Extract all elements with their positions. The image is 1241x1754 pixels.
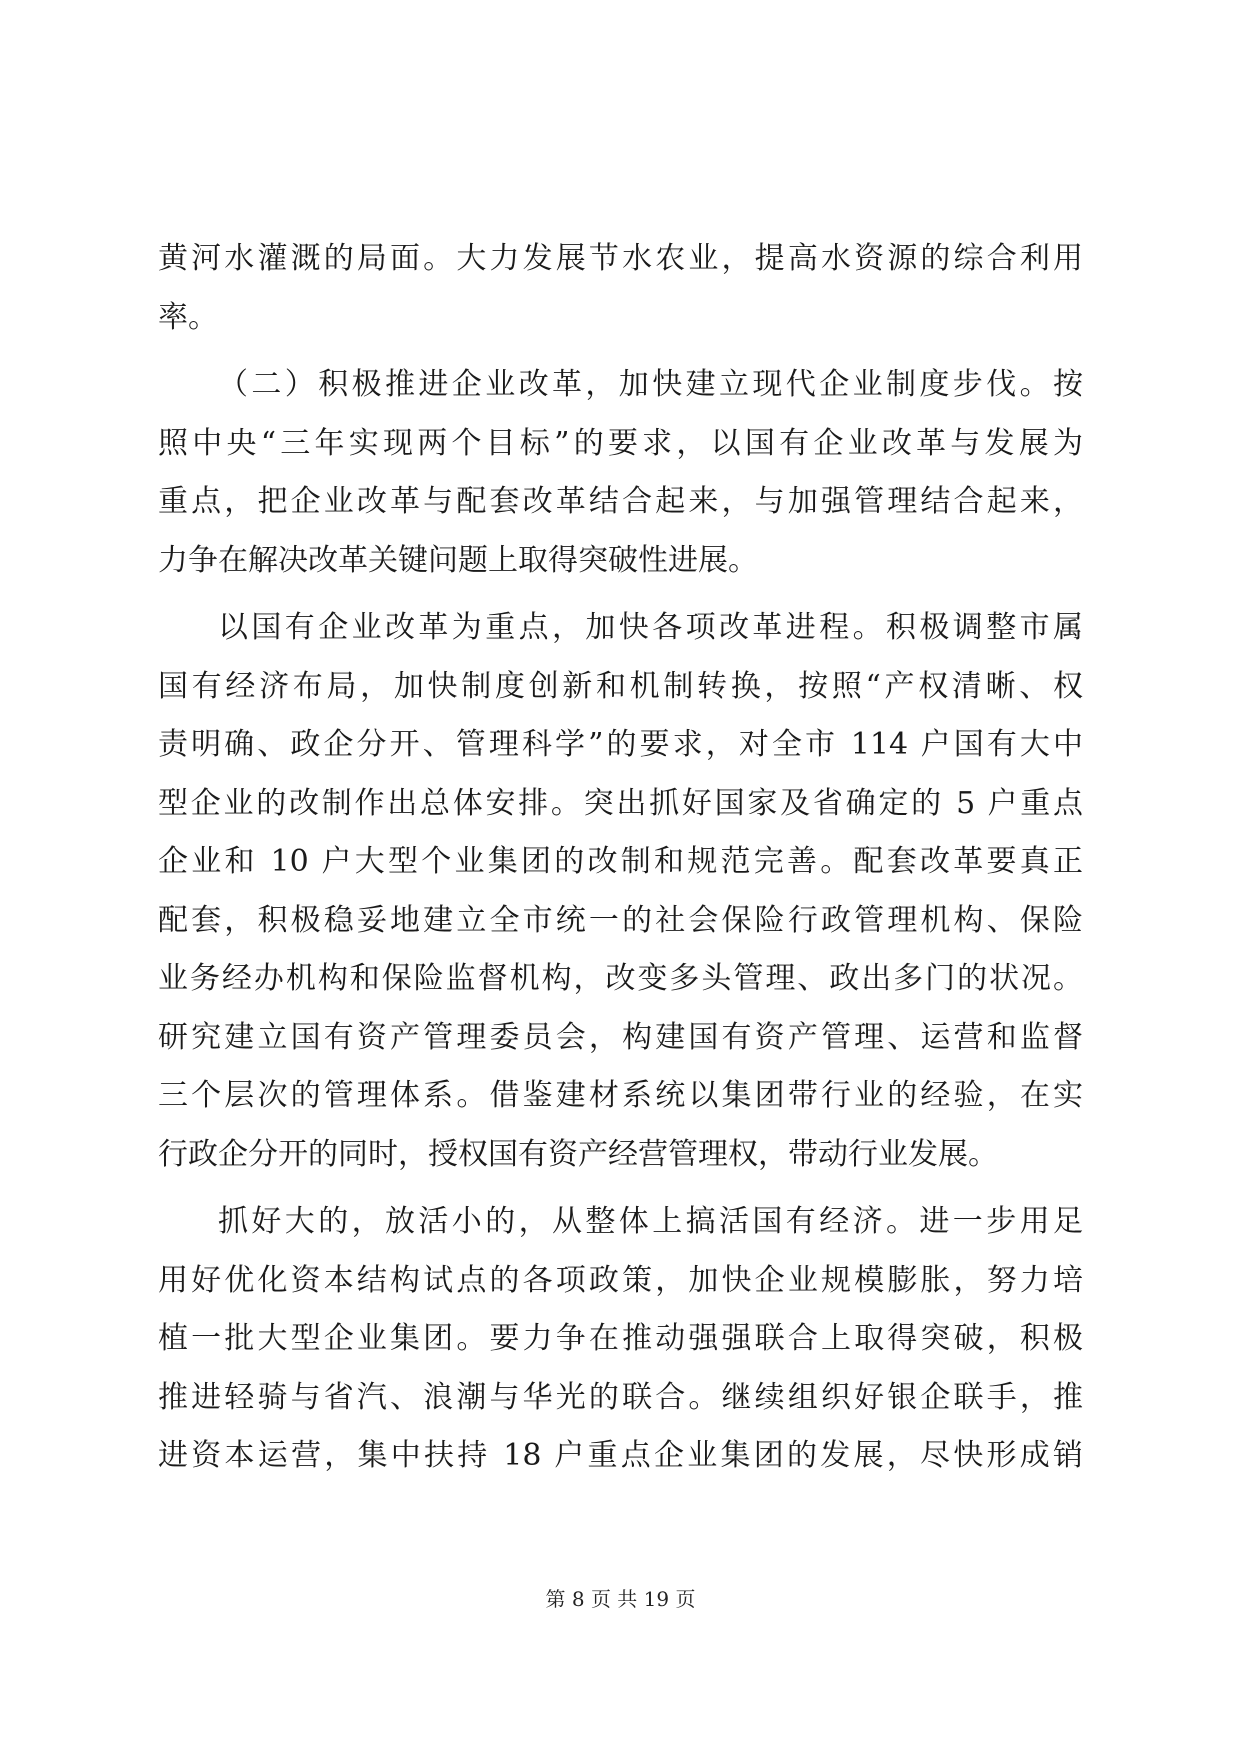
paragraph-3 [158,599,1083,1184]
paragraph-2 [158,356,1083,590]
paragraph-1 [158,230,1083,347]
text-line: 研究建立国有资产管理委员会，构建国有资产管理、运营和监督 [158,1019,1083,1055]
text-line: 照中央“三年实现两个目标”的要求，以国有企业改革与发展为 [158,425,1083,461]
paragraph-4 [158,1193,1083,1486]
text-line: 以国有企业改革为重点，加快各项改革进程。积极调整市属 [218,610,1083,645]
text-line: 率。 [158,299,218,335]
text-line: 植一批大型企业集团。要力争在推动强强联合上取得突破，积极 [158,1321,1083,1356]
text-line: 配套，积极稳妥地建立全市统一的社会保险行政管理机构、保险 [158,902,1083,938]
text-line: 推进轻骑与省汽、浪潮与华光的联合。继续组织好银企联手，推 [158,1379,1083,1415]
text-line: 业务经办机构和保险监督机构，改变多头管理、政出多门的状况。 [158,961,1083,996]
text-line: 用好优化资本结构试点的各项政策，加快企业规模膨胀，努力培 [158,1262,1083,1298]
text-line: 国有经济布局，加快制度创新和机制转换，按照“产权清晰、权 [158,668,1083,704]
text-line: 力争在解决改革关键问题上取得突破性进展。 [158,542,758,578]
page-number-label: 第 8 页 共 19 页 [545,1587,696,1611]
text-line: （二）积极推进企业改革，加快建立现代企业制度步伐。按 [218,367,1083,402]
text-line: 三个层次的管理体系。借鉴建材系统以集团带行业的经验，在实 [158,1078,1083,1113]
body-text [158,230,1083,1486]
text-line: 型企业的改制作出总体安排。突出抓好国家及省确定的 5 户重点 [158,785,1083,821]
text-line: 责明确、政企分开、管理科学”的要求，对全市 114 户国有大中 [158,727,1083,762]
text-line: 黄河水灌溉的局面。大力发展节水农业，提高水资源的综合利用 [158,241,1083,276]
page-footer [0,1583,1241,1612]
text-line: 重点，把企业改革与配套改革结合起来，与加强管理结合起来， [158,484,1083,519]
text-line: 抓好大的，放活小的，从整体上搞活国有经济。进一步用足 [218,1204,1083,1239]
text-line: 企业和 10 户大型个业集团的改制和规范完善。配套改革要真正 [158,844,1083,879]
text-line: 行政企分开的同时，授权国有资产经营管理权，带动行业发展。 [158,1136,998,1172]
text-line: 进资本运营，集中扶持 18 户重点企业集团的发展，尽快形成销 [158,1438,1083,1473]
